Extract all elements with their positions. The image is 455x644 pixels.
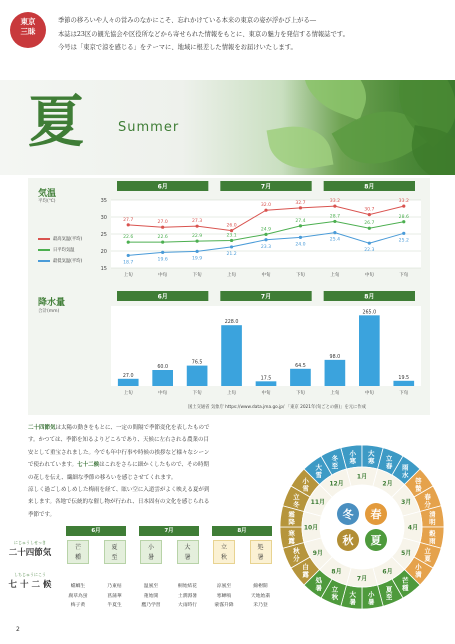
x-tick-label: 上旬 bbox=[123, 391, 133, 396]
data-point bbox=[402, 220, 405, 223]
data-label: 19.6 bbox=[157, 257, 168, 263]
badge-line1: 東京 bbox=[20, 17, 36, 26]
summer-english-title: Summer bbox=[118, 120, 180, 135]
month-segment-label: 4月 bbox=[407, 524, 419, 532]
sekki-segment-label: 暑 bbox=[315, 583, 323, 592]
temperature-chart-title: 気温 bbox=[38, 189, 57, 199]
month-label: 8月 bbox=[364, 293, 375, 301]
x-tick-label: 下旬 bbox=[192, 391, 202, 396]
x-tick-label: 上旬 bbox=[330, 273, 340, 278]
sekki-segment-label: 小 bbox=[368, 590, 375, 599]
intro-text bbox=[58, 14, 453, 55]
data-point bbox=[264, 238, 267, 241]
sekki-segment-label: 至 bbox=[331, 461, 339, 470]
bar-value-label: 19.5 bbox=[398, 375, 410, 381]
data-point bbox=[230, 229, 233, 232]
rain-bar bbox=[359, 315, 380, 386]
month-segment-label: 8月 bbox=[331, 568, 342, 576]
intro-section bbox=[10, 8, 450, 78]
data-label: 26.0 bbox=[226, 223, 237, 229]
bar-value-label: 27.0 bbox=[122, 373, 134, 379]
sekki-segment-label: 雨 bbox=[401, 463, 409, 472]
sekki-segment-label: 大 bbox=[368, 449, 375, 458]
data-point bbox=[368, 242, 371, 245]
desc-line: で使われています。七十二候はこれをさらに細かくしたもので、その時期 bbox=[28, 462, 209, 469]
bar-value-label: 76.5 bbox=[191, 360, 203, 366]
rain-bar bbox=[290, 369, 311, 386]
rainfall-bar-chart bbox=[83, 288, 428, 400]
data-point bbox=[299, 224, 302, 227]
data-point bbox=[333, 231, 336, 234]
x-tick-label: 中旬 bbox=[261, 273, 271, 278]
x-tick-label: 下旬 bbox=[399, 391, 409, 396]
data-label: 23.3 bbox=[260, 244, 272, 250]
data-label: 32.0 bbox=[260, 203, 272, 209]
month-segment-label: 7月 bbox=[356, 575, 368, 583]
sekki-segment-label: 露 bbox=[288, 536, 295, 545]
x-tick-label: 下旬 bbox=[295, 273, 305, 278]
leaf-shape bbox=[294, 80, 377, 120]
data-point bbox=[127, 241, 130, 244]
month-label: 7月 bbox=[260, 183, 272, 191]
data-point bbox=[161, 241, 164, 244]
desc-line: 涼しく過ごしめしめした梅雨を経て、眩い空に入道雲がよく映える夏が到 bbox=[28, 487, 210, 494]
sekki-segment-label: 冬 bbox=[331, 454, 339, 463]
kou-column: 桐始結花 土潤溽暑 大雨時行 bbox=[177, 584, 198, 608]
sekki-cell: 立 秋 bbox=[213, 540, 235, 564]
sekki-segment-label: 暑 bbox=[349, 597, 356, 606]
month-label: 7月 bbox=[260, 293, 272, 301]
summer-kanji-title: 夏 bbox=[28, 89, 84, 155]
rain-bar bbox=[118, 379, 139, 386]
legend-item-max: 最高気温(平均) bbox=[38, 233, 82, 244]
sekki-segment-label: 分 bbox=[293, 554, 300, 563]
desc-line: の花しを伝え、繊細な季節の移ろいを感じさせてくれます。 bbox=[28, 474, 177, 481]
sekki-segment-label: 春 bbox=[424, 492, 431, 501]
sekki-segment-label: 立 bbox=[293, 492, 300, 501]
sekki-segment-label: 夏 bbox=[424, 554, 431, 563]
month-segment-label: 5月 bbox=[401, 550, 412, 557]
sekki-month-tab: 8月 bbox=[212, 526, 272, 536]
summer-leaves-banner bbox=[0, 80, 455, 175]
intro-line: 本誌は23区の観光協会や区役所などから寄せられた情報をもとに、東京の魅力を発信する情報誌です。 bbox=[58, 30, 349, 38]
month-segment-label: 9月 bbox=[312, 550, 323, 557]
y-tick-label: 20 bbox=[100, 249, 107, 255]
x-tick-label: 上旬 bbox=[227, 273, 237, 278]
x-tick-label: 中旬 bbox=[158, 391, 168, 396]
x-tick-label: 中旬 bbox=[364, 391, 374, 396]
season-label: 冬 bbox=[342, 508, 354, 521]
kou-column: 乃東枯 菖蒲華 半夏生 bbox=[107, 584, 122, 608]
sekki-segment-label: 大 bbox=[349, 590, 356, 599]
sekki-segment-label: 寒 bbox=[288, 529, 295, 538]
data-label: 27.0 bbox=[157, 220, 168, 226]
x-tick-label: 下旬 bbox=[399, 273, 409, 278]
data-point bbox=[161, 251, 164, 254]
temperature-chart-unit: 平均(℃) bbox=[38, 199, 56, 204]
data-point bbox=[368, 213, 371, 216]
data-label: 22.6 bbox=[123, 235, 134, 241]
season-label: 春 bbox=[370, 508, 382, 521]
data-label: 22.3 bbox=[364, 248, 375, 254]
data-point bbox=[127, 223, 130, 226]
sekki-segment-label: 立 bbox=[424, 547, 431, 556]
data-label: 28.7 bbox=[329, 214, 341, 220]
data-point bbox=[230, 239, 233, 242]
data-label: 33.2 bbox=[329, 199, 341, 205]
sekki-segment-label: 露 bbox=[302, 570, 309, 579]
x-tick-label: 下旬 bbox=[295, 391, 305, 396]
bar-value-label: 17.5 bbox=[260, 376, 272, 382]
leaf-shape bbox=[406, 125, 455, 175]
sekki-segment-label: 水 bbox=[401, 471, 409, 480]
month-segment-label: 2月 bbox=[382, 480, 393, 488]
rain-bar bbox=[325, 360, 346, 386]
data-label: 26.7 bbox=[364, 221, 375, 227]
desc-emphasis: 七十二候 bbox=[77, 462, 100, 469]
page-number: 2 bbox=[16, 626, 20, 633]
data-label: 27.7 bbox=[123, 217, 134, 223]
sekki-segment-label: 秋 bbox=[293, 547, 300, 556]
rain-bar bbox=[393, 381, 414, 386]
data-point bbox=[368, 227, 371, 230]
data-point bbox=[299, 206, 302, 209]
month-segment-label: 12月 bbox=[329, 480, 344, 488]
data-label: 23.1 bbox=[226, 233, 237, 239]
kou-row-label: しちじゅうにこう 七 十 二 候 bbox=[8, 572, 52, 590]
x-tick-label: 上旬 bbox=[123, 273, 133, 278]
kou-column: 温風至 蓮始開 鷹乃学習 bbox=[141, 584, 161, 608]
sekki-segment-label: 霜 bbox=[288, 510, 295, 519]
season-label: 夏 bbox=[370, 534, 382, 547]
bar-value-label: 228.0 bbox=[224, 320, 239, 326]
month-segment-label: 1月 bbox=[356, 473, 368, 481]
month-label: 6月 bbox=[157, 293, 168, 301]
kou-column: 蟷螂生 腐草為蛍 梅子黄 bbox=[68, 584, 88, 608]
sekki-cell: 大 暑 bbox=[177, 540, 199, 564]
data-point bbox=[333, 205, 336, 208]
rain-bar bbox=[187, 366, 208, 386]
desc-line: 安として重宝されました。今でも年中行事や時候の挨拶など様々なシーン bbox=[28, 449, 210, 456]
sekki-segment-label: 立 bbox=[385, 454, 393, 463]
sekki-cell: 処 暑 bbox=[250, 540, 272, 564]
sekki-segment-label: 清 bbox=[429, 510, 436, 519]
sekki-segment-label: 小 bbox=[349, 449, 356, 458]
sekki-cell: 芒 種 bbox=[67, 540, 89, 564]
rain-bar bbox=[221, 325, 242, 386]
desc-line: 二十四節気は太陽の動きをもとに、一定の間隔で季節変化を表したもので bbox=[28, 425, 210, 431]
sekki-segment-label: 寒 bbox=[349, 457, 356, 466]
temperature-legend bbox=[38, 233, 82, 266]
sekki-row-label: にじゅうしせっき 二十四節気 bbox=[8, 540, 52, 558]
sekki-segment-label: 雨 bbox=[429, 536, 436, 545]
y-tick-label: 35 bbox=[100, 198, 107, 204]
data-label: 24.0 bbox=[295, 242, 306, 248]
month-segment-label: 10月 bbox=[303, 524, 319, 532]
sekki-cell: 夏 至 bbox=[104, 540, 126, 564]
data-point bbox=[196, 240, 199, 243]
data-label: 22.6 bbox=[157, 235, 168, 241]
sekki-segment-label: 雪 bbox=[302, 484, 309, 493]
desc-line: す。かつては、季節を知るよりどころであり、天候に左右される農業の目 bbox=[28, 437, 210, 444]
data-source-note: 国土交通省 気象庁 https://www.data.jma.go.jp/ 「東京 2021年(旬ごとの値)」を元に作成 bbox=[188, 405, 366, 410]
seasonal-wheel bbox=[270, 425, 450, 635]
tokyo-zanmai-badge bbox=[10, 12, 46, 48]
rain-bar bbox=[256, 381, 277, 386]
sekki-segment-label: 秋 bbox=[331, 593, 339, 602]
sekki-cell: 小 暑 bbox=[140, 540, 162, 564]
intro-line: 季節の移ろいや人々の営みのなかにこそ、忘れかけている本来の東京の姿が浮かび上がる― bbox=[58, 17, 317, 24]
y-tick-label: 25 bbox=[100, 232, 107, 238]
sekki-segment-label: 春 bbox=[385, 461, 393, 470]
sekki-segment-label: 蟄 bbox=[415, 484, 422, 493]
sekki-description bbox=[28, 422, 268, 521]
data-point bbox=[264, 209, 267, 212]
sekki-segment-label: 分 bbox=[424, 500, 431, 509]
sekki-segment-label: 暑 bbox=[368, 597, 375, 606]
sekki-month-tab: 7月 bbox=[139, 526, 199, 536]
sekki-segment-label: 夏 bbox=[385, 585, 393, 594]
rain-bar bbox=[152, 370, 173, 386]
sekki-table bbox=[6, 520, 271, 618]
sekki-segment-label: 白 bbox=[302, 563, 309, 572]
season-label: 秋 bbox=[342, 534, 354, 547]
data-point bbox=[402, 232, 405, 235]
badge-line2: 三昧 bbox=[20, 27, 36, 36]
bar-value-label: 98.0 bbox=[329, 354, 341, 360]
data-label: 32.7 bbox=[295, 200, 306, 206]
legend-item-min: 最低気温(平均) bbox=[38, 255, 82, 266]
sekki-segment-label: 明 bbox=[429, 518, 436, 527]
rainfall-chart-unit: 合計(mm) bbox=[38, 309, 60, 314]
bar-value-label: 265.0 bbox=[362, 310, 377, 316]
x-tick-label: 中旬 bbox=[158, 273, 168, 278]
data-point bbox=[264, 233, 267, 236]
kou-column: 綿柎開 天地始粛 禾乃登 bbox=[250, 584, 271, 608]
month-segment-label: 11月 bbox=[310, 499, 326, 506]
desc-line: 来します。各地で伝統的な催し物が行われ、日本固有の文化を感じられる bbox=[28, 499, 210, 506]
data-label: 27.3 bbox=[191, 219, 203, 225]
desc-line: 季節です。 bbox=[28, 511, 56, 518]
temperature-line-chart bbox=[83, 178, 428, 283]
desc-emphasis: 二十四節気 bbox=[28, 425, 56, 431]
sekki-segment-label: 満 bbox=[415, 570, 422, 579]
data-label: 28.6 bbox=[398, 214, 409, 220]
x-tick-label: 中旬 bbox=[261, 391, 271, 396]
sekki-segment-label: 種 bbox=[401, 583, 409, 592]
data-point bbox=[402, 205, 405, 208]
sekki-segment-label: 処 bbox=[315, 576, 323, 585]
sekki-segment-label: 啓 bbox=[415, 476, 422, 485]
data-label: 22.9 bbox=[191, 234, 203, 240]
x-tick-label: 上旬 bbox=[227, 391, 237, 396]
climate-chart-panel bbox=[28, 178, 430, 415]
sekki-segment-label: 寒 bbox=[368, 457, 375, 466]
sekki-segment-label: 至 bbox=[385, 593, 393, 602]
data-label: 27.4 bbox=[295, 218, 306, 224]
data-point bbox=[196, 225, 199, 228]
data-point bbox=[299, 236, 302, 239]
rainfall-chart-title: 降水量 bbox=[38, 298, 66, 308]
data-point bbox=[230, 245, 233, 248]
data-label: 33.2 bbox=[398, 199, 409, 205]
leaf-shape bbox=[267, 120, 334, 175]
y-tick-label: 15 bbox=[100, 266, 107, 272]
month-segment-label: 3月 bbox=[401, 499, 412, 506]
month-label: 8月 bbox=[364, 183, 375, 191]
data-label: 19.9 bbox=[191, 256, 203, 262]
sekki-segment-label: 大 bbox=[315, 463, 323, 472]
x-tick-label: 下旬 bbox=[192, 273, 202, 278]
kou-column: 涼風至 寒蝉鳴 蒙霧升降 bbox=[214, 584, 234, 608]
data-label: 24.9 bbox=[260, 227, 272, 233]
sekki-segment-label: 立 bbox=[331, 585, 339, 594]
x-tick-label: 中旬 bbox=[364, 273, 374, 278]
bar-value-label: 64.5 bbox=[295, 363, 306, 369]
month-label: 6月 bbox=[157, 183, 168, 191]
data-label: 30.7 bbox=[364, 207, 375, 213]
sekki-month-tab: 6月 bbox=[66, 526, 126, 536]
intro-line: 今号は「東京で涼を感じる」をテーマに、地域に根差した情報をお届けいたします。 bbox=[58, 44, 297, 51]
legend-item-avg: 日平均気温 bbox=[38, 244, 82, 255]
sekki-segment-label: 冬 bbox=[293, 500, 300, 509]
data-label: 18.7 bbox=[123, 260, 134, 266]
sekki-segment-label: 芒 bbox=[401, 576, 409, 585]
x-tick-label: 上旬 bbox=[330, 391, 340, 396]
data-point bbox=[333, 220, 336, 223]
data-label: 25.2 bbox=[398, 238, 409, 244]
month-segment-label: 6月 bbox=[382, 568, 393, 576]
data-label: 25.4 bbox=[329, 237, 341, 243]
data-point bbox=[161, 226, 164, 229]
y-tick-label: 30 bbox=[100, 215, 107, 221]
data-point bbox=[196, 250, 199, 253]
sekki-segment-label: 雪 bbox=[315, 471, 323, 480]
sekki-segment-label: 穀 bbox=[429, 529, 436, 538]
sekki-segment-label: 小 bbox=[302, 476, 309, 485]
bar-value-label: 60.0 bbox=[157, 365, 169, 370]
sekki-segment-label: 小 bbox=[415, 563, 422, 572]
data-point bbox=[127, 254, 130, 257]
data-label: 21.2 bbox=[226, 251, 237, 257]
sekki-segment-label: 降 bbox=[288, 518, 295, 527]
